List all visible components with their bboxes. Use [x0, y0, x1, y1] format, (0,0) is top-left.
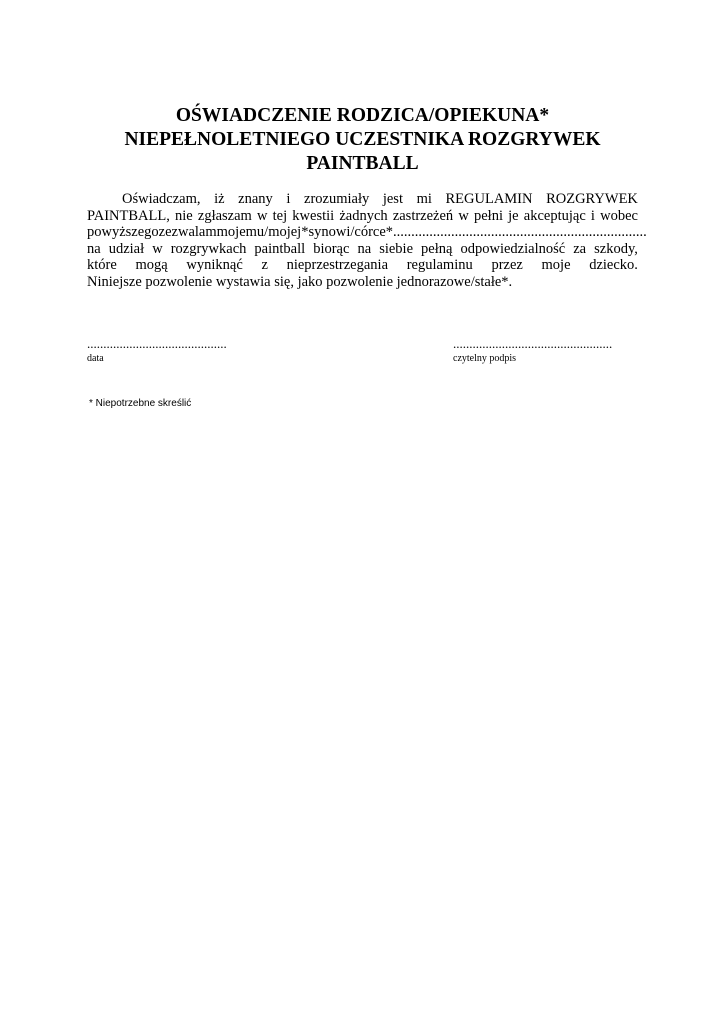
- title-line-3: PAINTBALL: [306, 153, 419, 174]
- word: mojemu/mojej*: [216, 224, 309, 240]
- word: w: [458, 207, 469, 224]
- paragraph-line-1: [87, 191, 638, 208]
- title-line-1: OŚWIADCZENIE RODZICA/OPIEKUNA*: [175, 105, 550, 126]
- paragraph-line-5: [87, 257, 638, 274]
- word: tej: [272, 207, 288, 224]
- word: nie: [175, 207, 193, 224]
- word: przez: [491, 257, 523, 273]
- word: zgłaszam: [197, 207, 252, 224]
- paragraph-line-6: Niniejsze pozwolenie wystawia się, jako pozwolenie jednorazowe/stałe*.: [87, 273, 513, 290]
- word: odpowiedzialność: [460, 240, 566, 257]
- word: zrozumiały: [304, 191, 370, 207]
- word: na: [87, 240, 101, 257]
- word: kwestii: [292, 207, 335, 224]
- word: REGULAMIN: [445, 191, 533, 207]
- word: mogą: [135, 257, 168, 273]
- word: pełną: [421, 240, 453, 257]
- word: wobec: [600, 207, 638, 224]
- word: pełni: [473, 207, 503, 224]
- word: ROZGRYWEK: [546, 191, 638, 207]
- date-field-dots: ...........................................: [87, 336, 227, 351]
- word: zastrzeżeń: [392, 207, 454, 224]
- word: moje: [541, 257, 571, 273]
- word: powyższego: [87, 224, 159, 240]
- word: mi: [416, 191, 432, 207]
- word: siebie: [379, 240, 414, 257]
- word: rozgrywkach: [170, 240, 247, 257]
- word: które: [87, 257, 117, 273]
- declaration-paragraph: [87, 191, 647, 290]
- word: synowi/córce*: [308, 224, 394, 240]
- word: i: [590, 207, 595, 224]
- word: iż: [214, 191, 225, 207]
- word: szkody,: [594, 240, 638, 257]
- word: wyniknąć: [186, 257, 243, 273]
- signature-label: czytelny podpis: [453, 353, 517, 364]
- date-label: data: [87, 353, 104, 364]
- word: nieprzestrzegania: [286, 257, 389, 273]
- word: biorąc: [313, 240, 350, 257]
- word: regulaminu: [406, 257, 473, 273]
- title-line-2: NIEPEŁNOLETNIEGO UCZESTNIKA ROZGRYWEK: [124, 129, 601, 150]
- word: Oświadczam,: [122, 191, 201, 207]
- word: żadnych: [339, 207, 388, 224]
- word: i: [286, 191, 291, 207]
- signature-field-dots: .................................................: [453, 336, 613, 351]
- word: PAINTBALL,: [87, 207, 170, 224]
- word: jest: [382, 191, 403, 207]
- paragraph-line-4: [87, 241, 638, 258]
- word: za: [573, 240, 587, 257]
- word: dziecko.: [589, 257, 638, 273]
- word: udział: [108, 240, 145, 257]
- footnote: * Niepotrzebne skreślić: [89, 398, 192, 409]
- word: zezwalam: [158, 224, 217, 240]
- word: ......................................................................: [393, 224, 647, 240]
- word: na: [357, 240, 372, 257]
- word: z: [261, 257, 268, 273]
- paragraph-line-3: [87, 224, 647, 241]
- word: je: [508, 207, 519, 224]
- word: paintball: [254, 240, 306, 257]
- paragraph-line-2: [87, 208, 638, 225]
- word: w: [257, 207, 268, 224]
- word: znany: [238, 191, 273, 207]
- word: w: [152, 240, 163, 257]
- word: akceptując: [523, 207, 586, 224]
- document-title: [60, 104, 665, 176]
